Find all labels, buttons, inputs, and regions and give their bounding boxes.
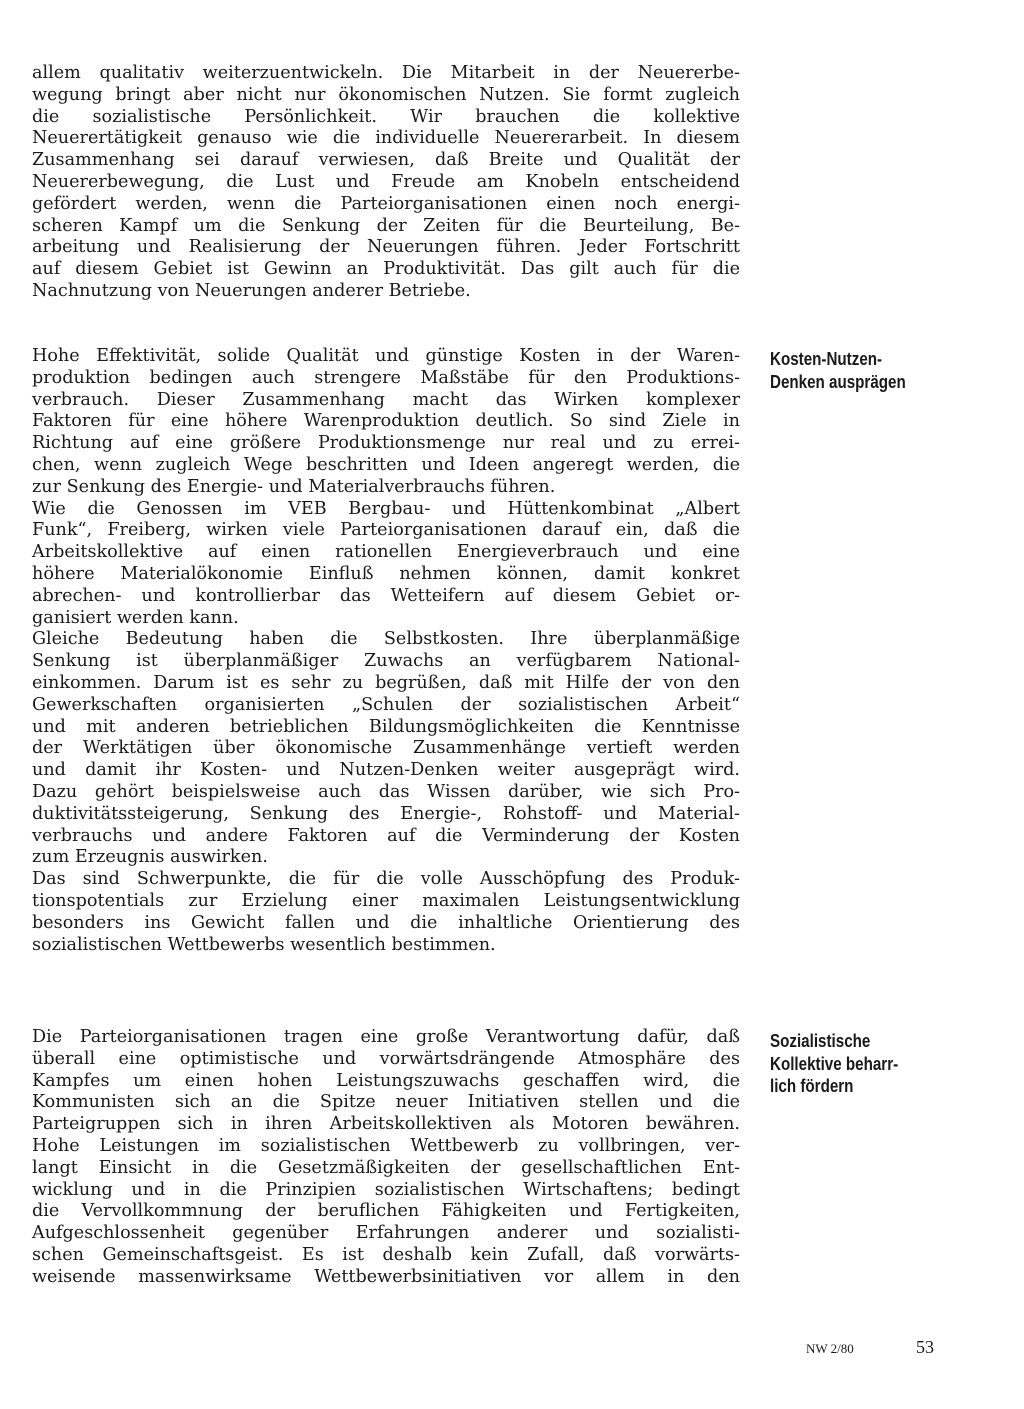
- text-line: ganisiert werden kann.: [32, 607, 239, 628]
- text-line: allem qualitativ weiterzuentwickeln. Die Mitarbeit in der Neuererbe-: [32, 63, 740, 83]
- text-line: Arbeitskollektive auf einen rationellen Energieverbrauch und eine: [32, 542, 740, 563]
- text-line: wegung bringt aber nicht nur ökonomischen Nutzen. Sie formt zugleich: [32, 84, 740, 105]
- text-line: höhere Materialökonomie Einfluß nehmen können, damit konkret: [32, 563, 740, 584]
- margin-heading-line: Kosten-Nutzen-: [770, 348, 883, 369]
- text-line: Parteigruppen sich in ihren Arbeitskollektiven als Motoren bewähren.: [32, 1114, 740, 1135]
- text-line: zur Senkung des Energie- und Materialverbrauchs führen.: [32, 476, 556, 497]
- text-line: Kommunisten sich an die Spitze neuer Initiativen stellen und die: [32, 1092, 740, 1113]
- text-line: einkommen. Darum ist es sehr zu begrüßen, daß mit Hilfe der von den: [32, 672, 740, 693]
- text-line: besonders ins Gewicht fallen und die inhaltliche Orientierung des: [32, 912, 740, 933]
- text-line: verbrauch. Dieser Zusammenhang macht das Wirken komplexer: [32, 389, 740, 410]
- text-line: arbeitung und Realisierung der Neuerungen führen. Jeder Fortschritt: [32, 237, 740, 258]
- margin-heading-sozialistische-kollektive: [770, 1030, 934, 1098]
- text-line: die sozialistische Persönlichkeit. Wir brauchen die kollektive: [32, 106, 740, 127]
- text-line: Die Parteiorganisationen tragen eine große Verantwortung dafür, daß: [32, 1027, 740, 1047]
- text-line: Neuererbewegung, die Lust und Freude am Knobeln entscheidend: [32, 171, 740, 192]
- text-line: Faktoren für eine höhere Warenproduktion deutlich. So sind Ziele in: [32, 411, 740, 432]
- page-number: 53: [916, 1337, 934, 1357]
- journal-reference: NW 2/80: [806, 1341, 854, 1356]
- text-line: und damit ihr Kosten- und Nutzen-Denken weiter ausgeprägt wird.: [32, 760, 740, 781]
- text-line: und mit anderen betrieblichen Bildungsmöglichkeiten die Kenntnisse: [32, 716, 740, 737]
- text-line: die Vervollkommnung der beruflichen Fähigkeiten und Fertigkeiten,: [32, 1201, 740, 1222]
- text-line: Gewerkschaften organisierten „Schulen der sozialistischen Arbeit“: [32, 694, 740, 715]
- text-line: abrechen- und kontrollierbar das Wetteifern auf diesem Gebiet or-: [32, 585, 740, 606]
- margin-heading-line: Denken ausprägen: [770, 370, 906, 392]
- margin-heading-line: Sozialistische: [770, 1030, 871, 1051]
- text-line: Das sind Schwerpunkte, die für die volle Ausschöpfung des Produk-: [32, 869, 740, 890]
- body-text-section-2: [32, 346, 740, 956]
- body-text-section-1: [32, 63, 740, 303]
- text-line: Hohe Leistungen im sozialistischen Wettbewerb zu vollbringen, ver-: [32, 1135, 740, 1156]
- text-line: weisende massenwirksame Wettbewerbsinitiativen vor allem in den: [32, 1266, 740, 1287]
- text-line: scheren Kampf um die Senkung der Zeiten für die Beurteilung, Be-: [32, 215, 740, 236]
- text-line: Aufgeschlossenheit gegenüber Erfahrungen anderer und sozialisti-: [32, 1223, 740, 1244]
- text-line: Gleiche Bedeutung haben die Selbstkosten. Ihre überplanmäßige: [32, 629, 740, 650]
- text-line: gefördert werden, wenn die Parteiorganisationen einen noch energi-: [32, 193, 740, 214]
- text-line: der Werktätigen über ökonomische Zusammenhänge vertieft werden: [32, 738, 740, 759]
- text-line: Kampfes um einen hohen Leistungszuwachs geschaffen wird, die: [32, 1070, 740, 1091]
- text-line: wicklung und in die Prinzipien sozialistischen Wirtschaftens; bedingt: [32, 1179, 740, 1200]
- text-line: Neuerertätigkeit genauso wie die individuelle Neuererarbeit. In diesem: [32, 128, 740, 149]
- text-line: langt Einsicht in die Gesetzmäßigkeiten der gesellschaftlichen Ent-: [32, 1157, 740, 1178]
- text-line: chen, wenn zugleich Wege beschritten und Ideen angeregt werden, die: [32, 454, 740, 475]
- text-line: Zusammenhang sei darauf verwiesen, daß Breite und Qualität der: [32, 150, 740, 171]
- text-line: Nachnutzung von Neuerungen anderer Betriebe.: [32, 280, 471, 301]
- text-line: tionspotentials zur Erzielung einer maximalen Leistungsentwicklung: [32, 890, 740, 911]
- body-text-section-3: [32, 1027, 740, 1289]
- text-line: duktivitätssteigerung, Senkung des Energie-, Rohstoff- und Material-: [32, 803, 740, 824]
- text-line: Dazu gehört beispielsweise auch das Wissen darüber, wie sich Pro-: [32, 781, 740, 802]
- text-line: Hohe Effektivität, solide Qualität und günstige Kosten in der Waren-: [32, 346, 740, 366]
- margin-heading-line: Kollektive beharr-: [770, 1052, 899, 1074]
- text-line: Richtung auf eine größere Produktionsmenge nur real und zu errei-: [32, 433, 740, 454]
- text-line: sozialistischen Wettbewerbs wesentlich bestimmen.: [32, 934, 496, 955]
- text-line: Wie die Genossen im VEB Bergbau- und Hüttenkombinat „Albert: [32, 498, 740, 519]
- text-line: produktion bedingen auch strengere Maßstäbe für den Produktions-: [32, 367, 740, 388]
- margin-heading-kosten-nutzen: [770, 348, 934, 393]
- text-line: auf diesem Gebiet ist Gewinn an Produktivität. Das gilt auch für die: [32, 259, 740, 280]
- text-line: Funk“, Freiberg, wirken viele Parteiorganisationen darauf ein, daß die: [32, 520, 740, 541]
- text-line: schen Gemeinschaftsgeist. Es ist deshalb kein Zufall, daß vorwärts-: [32, 1244, 740, 1265]
- text-line: Senkung ist überplanmäßiger Zuwachs an verfügbarem National-: [32, 651, 740, 672]
- text-line: verbrauchs und andere Faktoren auf die Verminderung der Kosten: [32, 825, 740, 846]
- text-line: überall eine optimistische und vorwärtsdrängende Atmosphäre des: [32, 1048, 740, 1069]
- text-line: zum Erzeugnis auswirken.: [32, 847, 268, 868]
- margin-heading-line: lich fördern: [770, 1075, 854, 1096]
